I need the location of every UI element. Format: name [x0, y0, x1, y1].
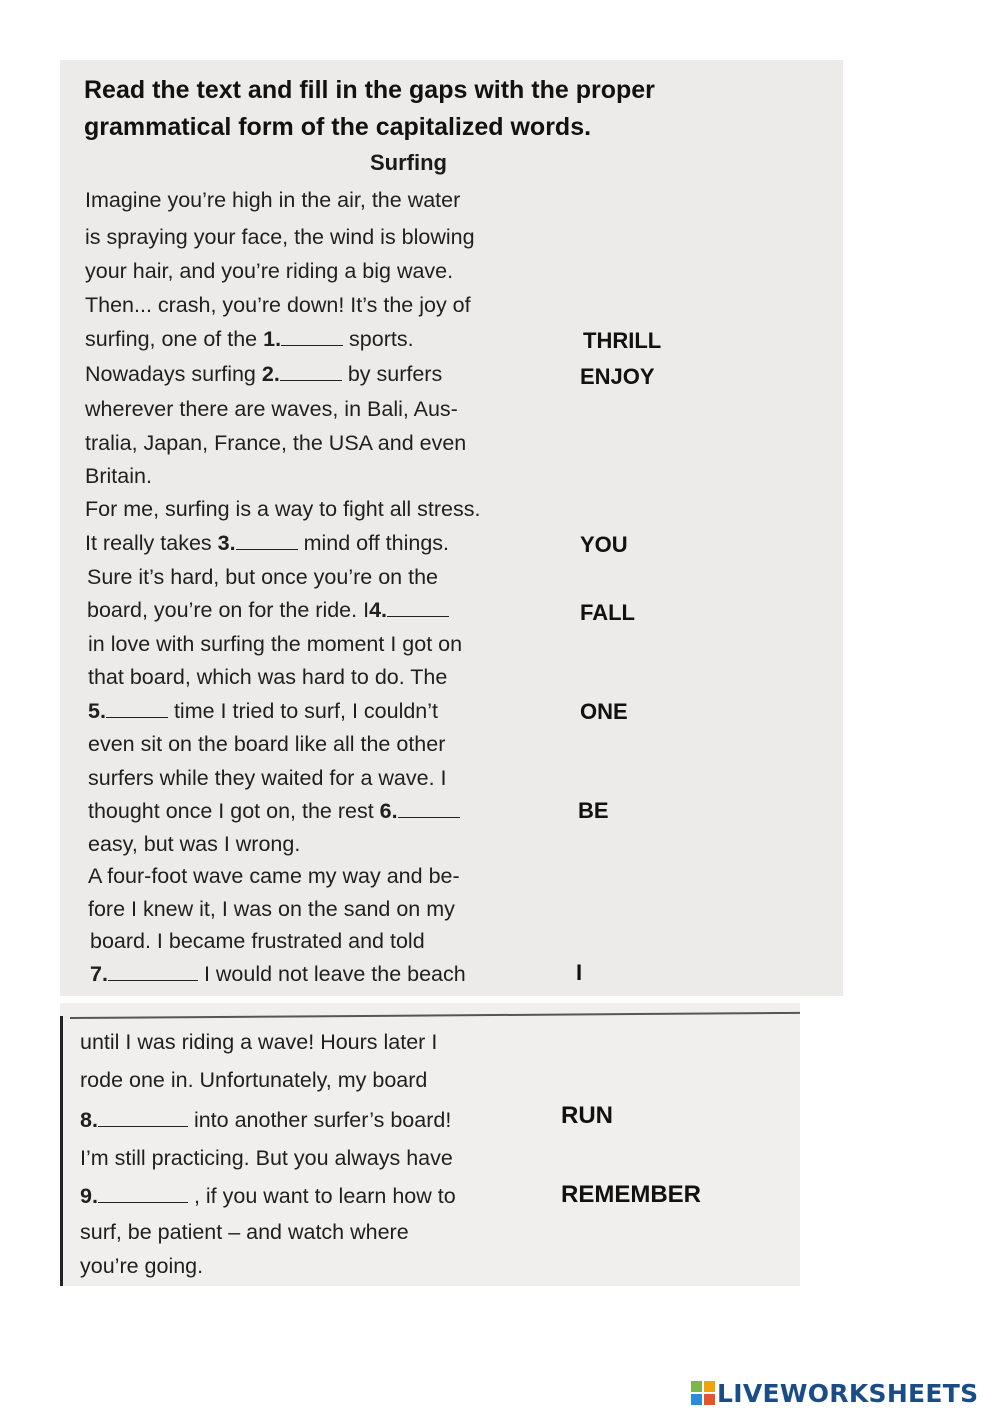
- text-line: Sure it’s hard, but once you’re on the: [87, 565, 438, 589]
- text-line-gap-5: [88, 699, 438, 724]
- instructions-line-2: grammatical form of the capitalized words.: [84, 113, 592, 141]
- gap-number-8: 8.: [80, 1108, 98, 1132]
- logo-square: [691, 1394, 702, 1405]
- text-line: Then... crash, you’re down! It’s the joy of: [85, 293, 471, 317]
- text-segment: sports.: [349, 327, 414, 351]
- text-line: tralia, Japan, France, the USA and even: [85, 431, 467, 455]
- gap-number-2: 2.: [261, 362, 280, 386]
- gap-6-blank[interactable]: [398, 803, 460, 818]
- gap-9-blank[interactable]: [98, 1188, 188, 1203]
- text-line-gap-1: [85, 327, 414, 352]
- text-line: wherever there are waves, in Bali, Aus-: [85, 397, 458, 421]
- text-segment: It really takes: [85, 531, 212, 555]
- text-line-gap-9: [80, 1184, 456, 1209]
- text-segment: surfing, one of the: [85, 327, 258, 351]
- text-line: board. I became frustrated and told: [90, 929, 425, 953]
- gap-4-blank[interactable]: [387, 602, 449, 617]
- gap-number-3: 3.: [217, 531, 236, 555]
- gap-5-blank[interactable]: [106, 703, 168, 718]
- logo-grid-icon: [691, 1381, 715, 1405]
- text-line: surf, be patient – and watch where: [80, 1220, 409, 1244]
- gap-number-5: 5.: [88, 699, 106, 723]
- keyword-2: ENJOY: [580, 364, 655, 389]
- text-line: easy, but was I wrong.: [88, 832, 301, 856]
- keyword-5: ONE: [580, 699, 628, 724]
- text-line: I’m still practicing. But you always have: [80, 1146, 453, 1170]
- keyword-7: I: [576, 960, 583, 985]
- text-line-gap-4: [87, 598, 455, 623]
- gap-3-blank[interactable]: [236, 535, 298, 550]
- logo-text: LIVEWORKSHEETS: [717, 1378, 979, 1408]
- gap-number-7: 7.: [90, 962, 108, 986]
- text-line: A four-foot wave came my way and be-: [88, 864, 460, 888]
- keyword-8: RUN: [561, 1102, 613, 1129]
- logo-square: [704, 1394, 715, 1405]
- text-segment: time I tried to surf, I couldn’t: [173, 699, 439, 723]
- text-line: you’re going.: [80, 1254, 204, 1278]
- keyword-4: FALL: [580, 600, 635, 625]
- text-segment: I would not leave the beach: [203, 962, 466, 986]
- keyword-9: REMEMBER: [561, 1181, 702, 1208]
- gap-8-blank[interactable]: [98, 1112, 188, 1127]
- gap-number-4: 4.: [369, 598, 387, 622]
- instructions: [84, 72, 824, 146]
- text-line: your hair, and you’re riding a big wave.: [85, 259, 454, 283]
- text-line: fore I knew it, I was on the sand on my: [88, 897, 455, 921]
- text-segment: , if you want to learn how to: [193, 1184, 456, 1208]
- text-line-gap-3: [85, 531, 449, 556]
- text-segment: into another surfer’s board!: [193, 1108, 452, 1132]
- instructions-line-1: Read the text and fill in the gaps with the proper: [84, 76, 655, 104]
- text-line-gap-8: [80, 1108, 451, 1133]
- text-line: is spraying your face, the wind is blowing: [85, 225, 475, 249]
- scan-border-left: [60, 1016, 63, 1286]
- keyword-3: YOU: [580, 532, 628, 557]
- text-segment: thought once I got on, the rest: [88, 799, 374, 823]
- logo-square: [704, 1381, 715, 1392]
- text-line: that board, which was hard to do. The: [88, 665, 448, 689]
- text-segment: by surfers: [347, 362, 443, 386]
- text-line: Britain.: [85, 464, 152, 488]
- article-title: Surfing: [370, 150, 447, 175]
- gap-number-9: 9.: [80, 1184, 98, 1208]
- logo-square: [691, 1381, 702, 1392]
- text-line: rode one in. Unfortunately, my board: [80, 1068, 428, 1092]
- text-segment: mind off things.: [303, 531, 450, 555]
- text-line: in love with surfing the moment I got on: [88, 632, 463, 656]
- text-line: even sit on the board like all the other: [88, 732, 446, 756]
- keyword-1: THRILL: [583, 328, 662, 353]
- gap-number-6: 6.: [379, 799, 398, 823]
- gap-2-blank[interactable]: [280, 366, 342, 381]
- gap-1-blank[interactable]: [281, 331, 343, 346]
- text-line-gap-2: [85, 362, 442, 387]
- text-line-gap-6: [88, 799, 466, 824]
- text-line: until I was riding a wave! Hours later I: [80, 1030, 438, 1054]
- keyword-6: BE: [578, 798, 609, 823]
- text-segment: Nowadays surfing: [85, 362, 256, 386]
- liveworksheets-logo[interactable]: [691, 1376, 978, 1410]
- gap-number-1: 1.: [263, 327, 282, 351]
- text-segment: board, you’re on for the ride. I: [87, 598, 370, 622]
- gap-7-blank[interactable]: [108, 966, 198, 981]
- text-line: Imagine you’re high in the air, the water: [85, 188, 461, 212]
- text-line-gap-7: [90, 962, 466, 987]
- text-line: For me, surfing is a way to fight all stress.: [85, 497, 481, 521]
- text-line: surfers while they waited for a wave. I: [88, 766, 447, 790]
